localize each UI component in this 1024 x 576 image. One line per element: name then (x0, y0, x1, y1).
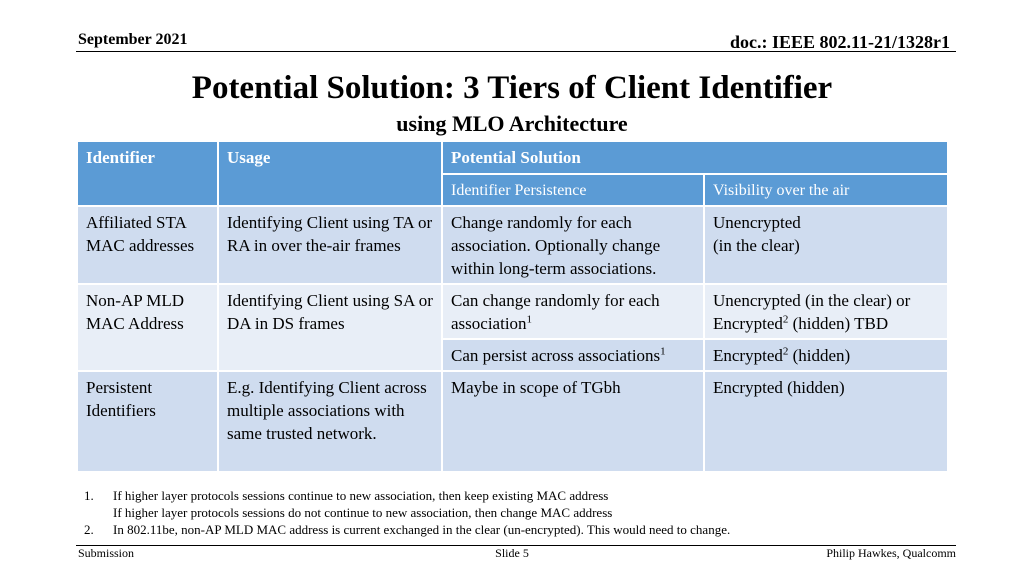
footnote-ref: 1 (660, 345, 666, 358)
identifier-table (76, 140, 949, 473)
footnote (84, 521, 730, 538)
footer-slide-number: Slide 5 (495, 546, 529, 560)
footnote-text: If higher layer protocols sessions do not continue to new association, then change MAC address (113, 505, 613, 520)
slide-title: Potential Solution: 3 Tiers of Client Identifier (191, 70, 833, 106)
header-divider (76, 51, 956, 52)
footnote-text: In 802.11be, non-AP MLD MAC address is current exchanged in the clear (un-encrypted). This would need to change. (113, 522, 731, 537)
visibility-text: Unencrypted (in the clear) or Encrypted (713, 291, 911, 333)
header-usage: Usage (218, 141, 442, 206)
cell-identifier: Non-AP MLD MAC Address (77, 284, 218, 371)
footnote-number: 2. (84, 522, 94, 537)
visibility-line: Unencrypted (713, 213, 801, 232)
footnote-ref: 1 (526, 313, 533, 326)
cell-persistence (442, 339, 704, 371)
footnote-text: If higher layer protocols sessions continue to new association, then keep existing MAC address (113, 488, 609, 503)
footnote-number: 1. (84, 488, 94, 503)
cell-persistence: Maybe in scope of TGbh (442, 371, 704, 472)
cell-usage: Identifying Client using TA or RA in over the-air frames (218, 206, 442, 284)
cell-visibility (704, 339, 948, 371)
footer-author: Philip Hawkes, Qualcomm (826, 546, 956, 560)
header-identifier-persistence: Identifier Persistence (442, 174, 704, 206)
persistence-text: Can persist across associations (451, 346, 661, 365)
cell-persistence: Change randomly for each association. Optionally change within long-term associations. (442, 206, 704, 284)
slide-subtitle: using MLO Architecture (396, 111, 628, 136)
cell-usage: Identifying Client using SA or DA in DS frames (218, 284, 442, 371)
footnote (84, 504, 730, 521)
visibility-line: (in the clear) (713, 236, 800, 255)
cell-identifier: Persistent Identifiers (77, 371, 218, 472)
visibility-text: (hidden) TBD (788, 314, 889, 333)
header-doc-id: doc.: IEEE 802.11-21/1328r1 (729, 32, 950, 52)
table-row (77, 206, 948, 284)
header-identifier: Identifier (77, 141, 218, 206)
table-row (77, 284, 948, 339)
footnotes (84, 487, 730, 538)
cell-visibility: Encrypted (hidden) (704, 371, 948, 472)
cell-usage: E.g. Identifying Client across multiple associations with same trusted network. (218, 371, 442, 472)
footnote-ref: 2 (782, 345, 789, 358)
table-header-row (77, 141, 948, 174)
header-date: September 2021 (78, 31, 188, 48)
cell-visibility (704, 206, 948, 284)
header-potential-solution: Potential Solution (442, 141, 948, 174)
cell-visibility (704, 284, 948, 339)
cell-identifier: Affiliated STA MAC addresses (77, 206, 218, 284)
visibility-text: (hidden) (788, 346, 851, 365)
table-row (77, 371, 948, 472)
footer-submission: Submission (78, 546, 135, 560)
footnote (84, 487, 730, 504)
footnote-ref: 2 (782, 313, 789, 326)
cell-persistence (442, 284, 704, 339)
persistence-text: Can change randomly for each association (451, 291, 660, 333)
visibility-text: Encrypted (713, 346, 783, 365)
header-visibility: Visibility over the air (704, 174, 948, 206)
